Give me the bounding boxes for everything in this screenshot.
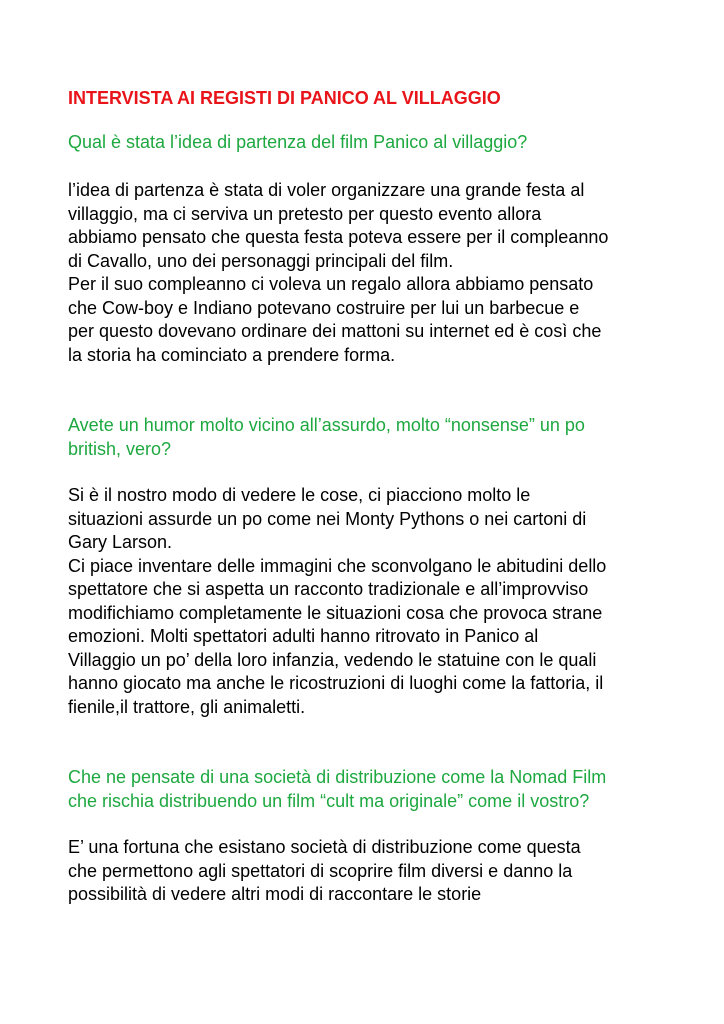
answer-line: Villaggio un po’ della loro infanzia, vedendo le statuine con le quali — [68, 649, 597, 670]
answer-line: hanno giocato ma anche le ricostruzioni di luoghi come la fattoria, il — [68, 673, 604, 693]
answer-line: l’idea di partenza è stata di voler organizzare una grande festa al — [68, 180, 585, 200]
answer-line: Ci piace inventare delle immagini che sconvolgano le abitudini dello — [68, 555, 607, 576]
question-line: Che ne pensate di una società di distribuzione come la Nomad Film — [68, 767, 607, 787]
answer-line: di Cavallo, uno dei personaggi principali del film. — [68, 250, 454, 271]
answer-line: emozioni. Molti spettatori adulti hanno ritrovato in Panico al — [68, 626, 539, 646]
answer-line: Si è il nostro modo di vedere le cose, ci piacciono molto le — [68, 485, 531, 505]
answer-line: modifichiamo completamente le situazioni cosa che provoca strane — [68, 602, 603, 623]
answer-line: che Cow-boy e Indiano potevano costruire per lui un barbecue e — [68, 297, 580, 318]
answer-1 — [68, 179, 708, 367]
answer-3 — [68, 836, 708, 907]
answer-line: la storia ha cominciato a prendere forma. — [68, 344, 396, 365]
answer-line: E’ una fortuna che esistano società di distribuzione come questa — [68, 837, 581, 857]
answer-line: Per il suo compleanno ci voleva un regalo allora abbiamo pensato — [68, 274, 594, 294]
answer-line: che permettono agli spettatori di scoprire film diversi e danno la — [68, 860, 573, 881]
answer-2 — [68, 484, 708, 719]
answer-line: abbiamo pensato che questa festa poteva essere per il compleanno — [68, 227, 609, 247]
answer-line: situazioni assurde un po come nei Monty Pythons o nei cartoni di — [68, 508, 587, 529]
answer-line: villaggio, ma ci serviva un pretesto per questo evento allora — [68, 203, 542, 224]
answer-line: per questo dovevano ordinare dei mattoni su internet ed è così che — [68, 321, 602, 341]
answer-line: spettatore che si aspetta un racconto tradizionale e all’improvviso — [68, 579, 589, 599]
question-1 — [68, 130, 708, 154]
document-title: INTERVISTA AI REGISTI DI PANICO AL VILLAGGIO — [68, 88, 501, 108]
answer-line: fienile,il trattore, gli animaletti. — [68, 696, 306, 717]
document-page — [68, 86, 708, 907]
question-line: Avete un humor molto vicino all’assurdo, molto “nonsense” un po — [68, 415, 585, 435]
answer-line: Gary Larson. — [68, 532, 173, 552]
question-line: british, vero? — [68, 439, 172, 459]
question-line: che rischia distribuendo un film “cult ma originale” come il vostro? — [68, 791, 590, 811]
answer-line: possibilità di vedere altri modi di raccontare le storie — [68, 884, 482, 904]
question-line: Qual è stata l’idea di partenza del film Panico al villaggio? — [68, 132, 528, 152]
question-3 — [68, 765, 708, 813]
question-2 — [68, 413, 708, 461]
